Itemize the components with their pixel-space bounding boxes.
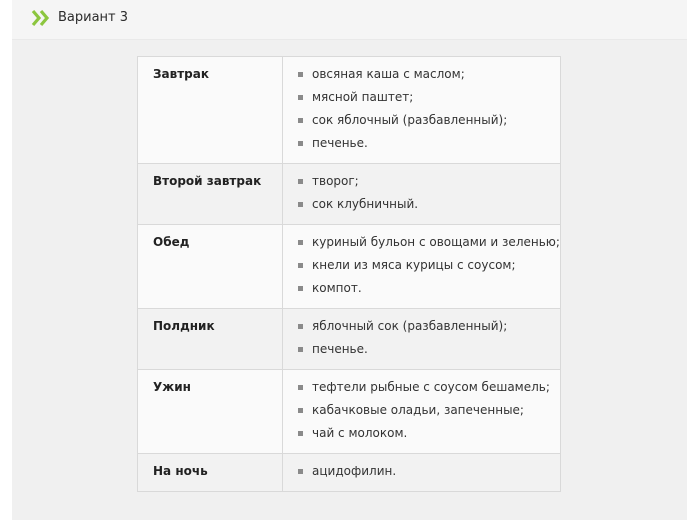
- meal-items-list: [297, 170, 560, 216]
- meal-items-cell: [283, 57, 561, 164]
- diet-menu-table: [137, 56, 561, 492]
- list-item: сок клубничный.: [297, 193, 560, 216]
- meal-items-list: [297, 63, 560, 155]
- list-item: печенье.: [297, 338, 560, 361]
- meal-name: Ужин: [138, 370, 283, 454]
- list-item: куриный бульон с овощами и зеленью;: [297, 231, 560, 254]
- list-item: яблочный сок (разбавленный);: [297, 315, 560, 338]
- table-row: [138, 454, 561, 492]
- list-item: чай с молоком.: [297, 422, 560, 445]
- list-item: сок яблочный (разбавленный);: [297, 109, 560, 132]
- meal-items-list: [297, 460, 560, 483]
- meal-items-cell: [283, 164, 561, 225]
- list-item: мясной паштет;: [297, 86, 560, 109]
- meal-items-cell: [283, 309, 561, 370]
- meal-name: На ночь: [138, 454, 283, 492]
- meal-name: Второй завтрак: [138, 164, 283, 225]
- table-row: [138, 309, 561, 370]
- meal-items-cell: [283, 370, 561, 454]
- meal-items-cell: [283, 225, 561, 309]
- meal-items-list: [297, 376, 560, 445]
- list-item: овсяная каша с маслом;: [297, 63, 560, 86]
- table-row: [138, 370, 561, 454]
- list-item: тефтели рыбные с соусом бешамель;: [297, 376, 560, 399]
- list-item: творог;: [297, 170, 560, 193]
- section-title: Вариант 3: [58, 10, 129, 25]
- double-chevron-right-icon: [31, 9, 53, 27]
- table-row: [138, 225, 561, 309]
- meal-name: Полдник: [138, 309, 283, 370]
- meal-items-cell: [283, 454, 561, 492]
- meal-items-list: [297, 315, 560, 361]
- list-item: кабачковые оладьи, запеченные;: [297, 399, 560, 422]
- section-header: [12, 0, 687, 40]
- list-item: ацидофилин.: [297, 460, 560, 483]
- table-row: [138, 57, 561, 164]
- list-item: компот.: [297, 277, 560, 300]
- meal-name: Завтрак: [138, 57, 283, 164]
- table-row: [138, 164, 561, 225]
- list-item: кнели из мяса курицы с соусом;: [297, 254, 560, 277]
- meal-name: Обед: [138, 225, 283, 309]
- list-item: печенье.: [297, 132, 560, 155]
- meal-items-list: [297, 231, 560, 300]
